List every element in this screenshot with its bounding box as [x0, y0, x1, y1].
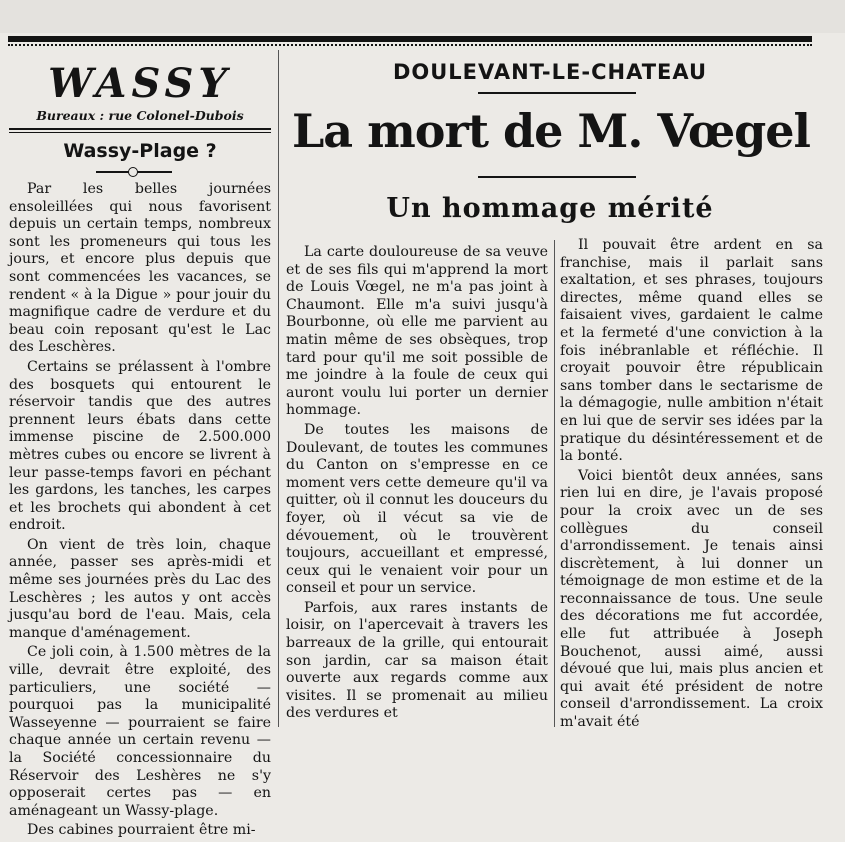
- title-ornament-dot: [128, 167, 138, 177]
- paragraph: Voici bientôt deux années, sans rien lui en dire, je l'avais proposé pour la croix avec un de ses collègues du conseil d'arrondissement. Je tenais ainsi discrètement, à lui donner un témoignage de mon estime et de la reconnaissance de tous. Une seule des décorations me fut accordée, elle fut attribuée à Joseph Bouchenot, aussi aimé, aussi dévoué que lui, mais plus ancien et qui avait été président de notre conseil d'arrondissement. La croix m'avait été: [560, 467, 823, 731]
- dateline-place: DOULEVANT-LE-CHATEAU: [392, 60, 708, 84]
- headline-rule: [478, 176, 636, 178]
- column-separator: [278, 50, 279, 727]
- article-subheadline: Un hommage mérité: [386, 193, 714, 224]
- dateline-rule: [478, 92, 636, 94]
- masthead-dotted-rule: [8, 44, 812, 46]
- page-top-margin: [0, 0, 845, 33]
- article-headline: La mort de M. Vœgel: [291, 104, 811, 158]
- article-column-left: [286, 244, 548, 725]
- paragraph: Des cabines pourraient être mi-: [27, 822, 256, 839]
- column-separator: [554, 240, 555, 727]
- masthead-rule: [8, 36, 812, 42]
- paragraph: Certains se prélassent à l'ombre des bosquets qui entourent le réservoir tandis que des autres prennent leurs ébats dans cette immense piscine de 2.500.000 mètres cubes ou encore se livrent à leur passe-temps favori en péchant les gardons, les tanches, les carpes et les brochets qui abondent à cet endroit.: [9, 358, 271, 534]
- paragraph: Ce joli coin, à 1.500 mètres de la ville, devrait être exploité, des particuliers, une société — pourquoi pas la municipalité Wasseyenne — pourraient se faire chaque année un certain revenu — la Société concessionnaire du Réservoir des Leshères ne s'y opposerait certes pas — en aménageant un Wassy-plage.: [9, 644, 271, 819]
- paragraph: De toutes les maisons de Doulevant, de toutes les communes du Canton on s'empresse en ce moment vers cette demeure qu'il va quitter, où il connut les douceurs du foyer, où il vécut sa vie de dévouement, où le trouvèrent toujours, accueillant et empressé, ceux qui le venaient voir pour un conseil et pour un service.: [286, 421, 548, 597]
- paragraph: On vient de très loin, chaque année, passer ses après-midi et même ses journées près du Lac des Leschères ; les autos y ont accès jusqu'au bord de l'eau. Mais, cela manque d'aménagement.: [9, 536, 271, 641]
- paragraph: Parfois, aux rares instants de loisir, on l'apercevait à travers les barreaux de la grille, qui entourait son jardin, car sa maison était ouverte aux regards comme aux visites. Il se promenait au milieu des verdures et: [286, 599, 548, 722]
- section-rule-thin: [9, 132, 271, 133]
- section-title-wassy: WASSY: [48, 60, 232, 107]
- paragraph: Il pouvait être ardent en sa franchise, mais il parlait sans exaltation, et ses phrases, toujours directes, même quand elles se faisaient vives, gardaient le calme et la fermeté d'une conviction à la fois inébranlable et réfléchie. Il croyait pouvoir être républicain sans tomber dans le sectarisme de la démagogie, nulle ambition n'était en lui que de servir ses idées par la pratique du désintéressement et de la bonté.: [560, 237, 823, 465]
- paragraph: Par les belles journées ensoleillées qui nous favorisent depuis un certain temps, nombreux sont les promeneurs qui tous les jours, et encore plus depuis que sont commencées les vacances, se rendent « à la Digue » pour jouir du magnifique cadre de verdure et du beau coin reposant qu'est le Lac des Leschères.: [9, 181, 271, 356]
- article-title-wassy-plage: Wassy-Plage ?: [63, 140, 217, 162]
- section-rule: [9, 128, 271, 130]
- section-address: Bureaux : rue Colonel-Dubois: [36, 108, 244, 123]
- wassy-article-body: [9, 181, 271, 842]
- article-column-right: [560, 237, 823, 734]
- paragraph: La carte douloureuse de sa veuve et de ses fils qui m'apprend la mort de Louis Vœgel, ne m'a pas joint à Chaumont. Elle m'a suivi jusqu'à Bourbonne, où elle me parvient au matin même de ses obsèques, trop tard pour qu'il me soit possible de me joindre à la foule de ceux qui auront voulu lui porter un dernier hommage.: [286, 244, 548, 419]
